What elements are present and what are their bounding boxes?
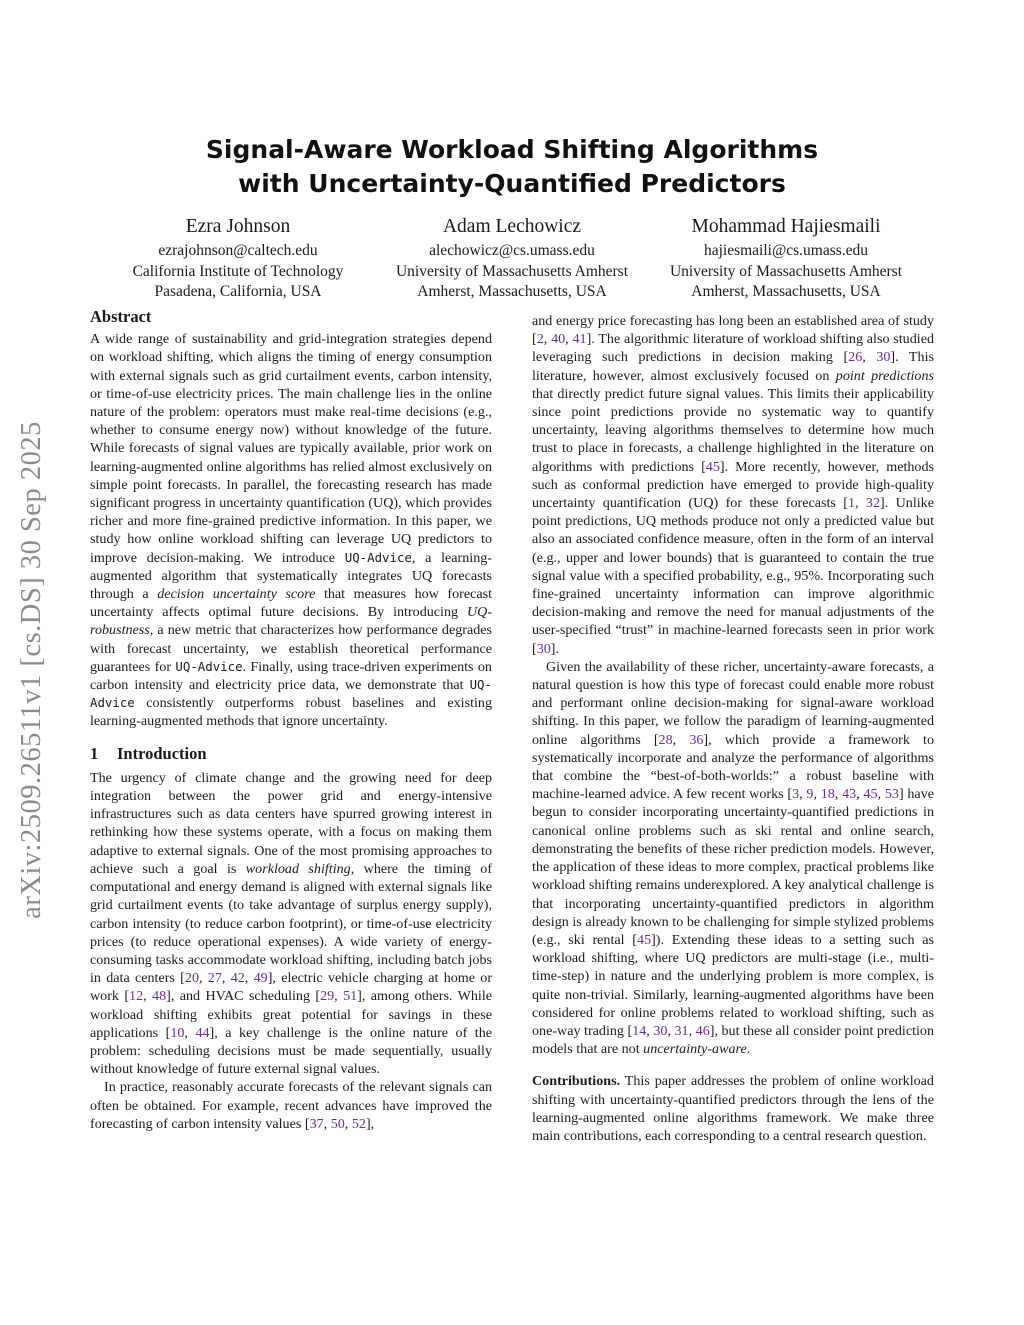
- author-email: alechowicz@cs.umass.edu: [429, 242, 595, 259]
- author-email: ezrajohnson@caltech.edu: [158, 242, 318, 259]
- author-name: Adam Lechowicz: [442, 216, 582, 237]
- author-affiliation: University of Massachusetts Amherst: [395, 262, 629, 280]
- author-3: [636, 215, 936, 303]
- author-location: Amherst, Massachusetts, USA: [691, 283, 881, 300]
- author-affiliation: University of Massachusetts Amherst: [669, 262, 903, 280]
- algo-name: UQ-Advice: [344, 549, 412, 565]
- abstract-paragraph: A wide range of sustainability and grid-integration strategies depend on workload shifting, which aligns the timing of energy consumption with external signals such as grid curtailment events, carbon intensity, or time-of-use electricity prices. The main challenge lies in the online nature of the problem: operators must make real-time decisions (e.g., whether to consume energy now) without knowledge of the future. While forecasts of signal values are typically available, prior work on learning-augmented online algorithms has relied almost exclusively on simple point forecasts. In parallel, the forecasting research has made significant progress in uncertainty quantification (UQ), which provides richer and more fine-grained predictive information. In this paper, we study how online workload shifting can leverage UQ predictors to improve decision-making. We introduce UQ-Advice, a learning-augmented algorithm that systematically integrates UQ forecasts through a decision uncertainty score that measures how forecast uncertainty affects optimal future decisions. By introducing UQ-robustness, a new metric that characterizes how performance degrades with forecast uncertainty, we establish theoretical performance guarantees for UQ-Advice. Finally, using trace-driven experiments on carbon intensity and electricity price data, we demonstrate that UQ-Advice consistently outperforms robust baselines and existing learning-augmented methods that ignore uncertainty.: [90, 331, 493, 730]
- author-email: hajiesmaili@cs.umass.edu: [703, 242, 869, 259]
- title-line-2: with Uncertainty-Quantified Predictors: [238, 169, 786, 198]
- author-name: Mohammad Hajiesmaili: [691, 216, 881, 237]
- contributions-paragraph: Contributions. This paper addresses the problem of online workload shifting with uncertainty-quantified predictors through the lens of the learning-augmented online algorithms framework. We make three main contributions, each corresponding to a central research question.: [532, 1073, 934, 1144]
- contributions-label: Contributions.: [532, 1073, 621, 1090]
- arxiv-sidebar-stamp: [10, 370, 54, 970]
- left-column: [90, 308, 492, 1133]
- intro-paragraph-1: The urgency of climate change and the growing need for deep integration between the power grid and energy-intensive infrastructures such as data centers have spurred growing interest in rethinking how these systems operate, with a focus on making them adaptive to external signals. One of the most promising approaches to achieve such a goal is workload shifting, where the timing of computational and energy demand is aligned with external signals like grid curtailment events (to take advantage of surplus energy supply), carbon intensity (to reduce carbon footprint), or time-of-use electricity prices (to reduce operational expenses). A wide variety of energy-consuming tasks accommodate workload shifting, including batch jobs in data centers [20, 27, 42, 49], electric vehicle charging at home or work [12, 48], and HVAC scheduling [29, 51], among others. While workload shifting exhibits great potential for savings in these applications [10, 44], a key challenge is the online nature of the problem: scheduling decisions must be made sequentially, usually without knowledge of future external signal values.: [90, 769, 493, 1078]
- author-name: Ezra Johnson: [185, 216, 291, 237]
- author-1: [88, 215, 388, 303]
- author-affiliation: California Institute of Technology: [132, 262, 344, 280]
- paper-title: [0, 133, 1024, 201]
- section-heading-introduction: 1 Introduction: [90, 743, 207, 763]
- body-paragraph-1: and energy price forecasting has long been an established area of study [2, 40, 41]. The algorithmic literature of workload shifting also studied leveraging such predictions in decision making [26, 30]. This literature, however, almost exclusively focused on point predictions that directly predict future signal values. This limits their applicability since point predictions provide no systematic way to quantify uncertainty, leaving algorithms themselves to determine how much trust to place in forecasts, a challenge highlighted in the literature on algorithms with predictions [45]. More recently, however, methods such as conformal prediction have emerged to provide high-quality uncertainty quantification (UQ) for these forecasts [1, 32]. Unlike point predictions, UQ methods produce not only a predicted value but also an associated confidence measure, often in the form of an interval (e.g., upper and lower bounds) that is guaranteed to contain the true signal value with a specified probability, e.g., 95%. Incorporating such fine-grained uncertainty information can improve algorithmic decision-making and remove the need for manual adjustments of the user-specified “trust” in machine-learned forecasts seen in prior work [30].: [532, 313, 935, 657]
- title-line-1: Signal-Aware Workload Shifting Algorithms: [205, 135, 819, 164]
- author-2: [362, 215, 662, 303]
- arxiv-id: arXiv:2509.26511v1 [cs.DS] 30 Sep 2025: [16, 421, 47, 919]
- intro-paragraph-2: In practice, reasonably accurate forecasts of the relevant signals can often be obtained. For example, recent advances have improved the forecasting of carbon intensity values [37, 50, 52],: [90, 1079, 492, 1132]
- body-paragraph-2: Given the availability of these richer, uncertainty-aware forecasts, a natural question is how this type of forecast could enable more robust and performant online decision-making for signal-aware workload shifting. In this paper, we follow the paradigm of learning-augmented online algorithms [28, 36], which provide a framework to systematically incorporate and analyze the performance of algorithms that combine the “best-of-both-worlds:” a robust baseline with machine-learned advice. A few recent works [3, 9, 18, 43, 45, 53] have begun to consider incorporating uncertainty-quantified predictions in canonical online problems such as ski rental and online search, demonstrating the benefits of these richer prediction models. However, the application of these ideas to more complex, practical problems like workload shifting remains underexplored. A key analytical challenge is that incorporating uncertainty-quantified predictors in algorithm design is already known to be challenging for simple stylized problems (e.g., ski rental [45]). Extending these ideas to a setting such as workload shifting, where UQ predictors are multi-stage (i.e., multi-time-step) in nature and the underlying problem is more complex, is quite non-trivial. Similarly, learning-augmented algorithms have been considered for online problems related to workload shifting, such as one-way trading [14, 30, 31, 46], but these all consider point prediction models that are not uncertainty-aware.: [532, 658, 935, 1058]
- abstract-heading: Abstract: [90, 307, 152, 326]
- right-column: [532, 312, 934, 1145]
- author-location: Pasadena, California, USA: [154, 283, 322, 300]
- author-location: Amherst, Massachusetts, USA: [417, 283, 607, 300]
